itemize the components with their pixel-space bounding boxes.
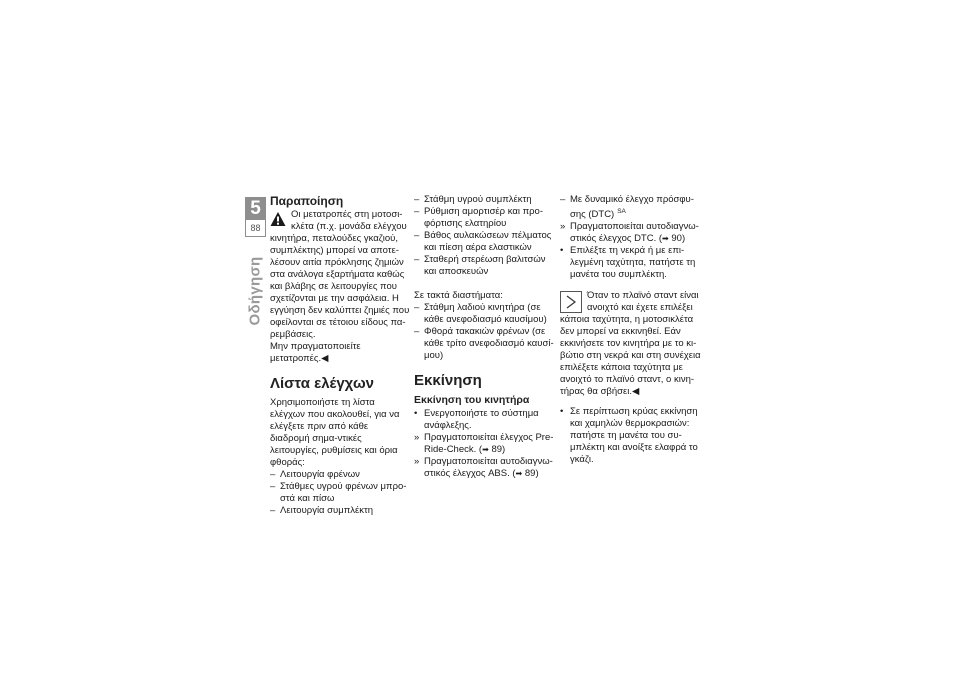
chapter-number: 5 — [250, 198, 261, 219]
list-item: – Φθορά τακακιών φρένων (σε κάθε τρίτο ανεφοδιασμό καυσί-μου) — [414, 326, 554, 362]
start-steps-list-continued — [560, 194, 705, 281]
regular-intervals-intro: Σε τακτά διαστήματα: — [414, 290, 503, 301]
step-item: • Επιλέξτε τη νεκρά ή με επι-λεγμένη ταχύτητα, πατήστε τη μανέτα του συμπλέκτη. — [560, 245, 705, 281]
checklist-heading: Λίστα ελέγχων — [270, 375, 375, 392]
step-item: • Σε περίπτωση κρύας εκκίνηση και χαμηλών θερμοκρασιών: πατήστε τη μανέτα του συ-μπλέκτη και ανοίξτε ελαφρά το γκάζι. — [560, 406, 705, 466]
dtc-text: Με δυναμικό έλεγχο πρόσφυ-σης (DTC) — [570, 194, 694, 221]
list-item: – Στάθμη λαδιού κινητήρα (σε κάθε ανεφοδιασμό καυσίμου) — [414, 302, 554, 326]
page-ref-arrow-icon: ➡ — [482, 445, 489, 454]
result-item: » Πραγματοποιείται αυτοδιαγνω-στικός έλεγχος DTC. (➡ 90) — [560, 221, 705, 245]
cold-start-list — [560, 406, 705, 466]
column-1 — [270, 194, 410, 517]
page-ref-arrow-icon: ➡ — [515, 469, 523, 478]
page-ref: 89 — [524, 468, 536, 479]
page-ref: 89 — [491, 444, 503, 455]
warning-paragraph — [270, 209, 410, 341]
tip-text: Όταν το πλαϊνό σταντ είναι ανοιχτό και έχετε επιλέξει κάποια ταχύτητα, η μοτοσικλέτα δεν μπορεί να εκκινηθεί. Εάν εκκινήσετε τον κινητήρα με το κι-βώτιο στη νεκρά και στη συνέχεια επιλέξετε κάποια ταχύτητα με ανοιχτό το πλαϊνό σταντ, ο κινη-τήρας θα σβήσει.◀ — [560, 290, 701, 398]
page-ref-arrow-icon: ➡ — [662, 234, 669, 244]
chapter-tab — [245, 197, 266, 237]
result-text: Πραγματοποιείται έλεγχος Pre-Ride-Check. — [424, 432, 554, 455]
tip-paragraph — [560, 290, 705, 398]
column-3 — [560, 194, 705, 466]
list-item: – Βάθος αυλακώσεων πέλματος και πίεση αέρα ελαστικών — [414, 230, 554, 254]
warning-triangle-icon — [270, 211, 286, 227]
result-item: » Πραγματοποιείται αυτοδιαγνω-στικός έλεγχος ABS. (➡ 89) — [414, 456, 554, 480]
special-accessory-mark: SA — [617, 208, 626, 215]
column-2 — [414, 194, 554, 480]
result-text: Πραγματοποιείται αυτοδιαγνω-στικός έλεγχος ABS. — [424, 456, 553, 479]
start-steps-list — [414, 408, 554, 480]
list-item: – Στάθμες υγρού φρένων μπρο-στά και πίσω — [270, 481, 410, 505]
step-item: • Ενεργοποιήστε το σύστημα ανάφλεξης. — [414, 408, 554, 432]
tip-arrow-icon — [560, 291, 582, 313]
warning-instruction: Μην πραγματοποιείτε μετατροπές.◀ — [270, 341, 361, 364]
engine-start-heading: Εκκίνηση του κινητήρα — [414, 394, 530, 406]
option-item — [560, 194, 705, 221]
checklist-list — [270, 469, 410, 517]
page-number: 88 — [245, 220, 266, 237]
checklist-list-continued — [414, 194, 554, 278]
page-ref: 90 — [671, 233, 682, 245]
chapter-title-text: Οδήγηση — [246, 256, 264, 326]
tampering-heading: Παραποίηση — [270, 194, 344, 208]
regular-checks-list — [414, 302, 554, 362]
warning-text: Οι μετατροπές στη μοτοσι-κλέτα (π.χ. μονάδα ελέγχου κινητήρα, πεταλούδες γκαζιού, συμπλέκτης) μπορεί να αποτε-λέσουν αιτία πρόκλησης ζημιών στα ανάλογα εξαρτήματα καθώς και βλάβης σε λειτουργίες που σχετίζονται με την ασφάλεια. Η εγγύηση δεν καλύπτει ζημιές που οφείλονται σε τέτοιου είδους πα-ρεμβάσεις. — [270, 209, 410, 340]
list-item: – Λειτουργία συμπλέκτη — [270, 505, 410, 517]
result-item: » Πραγματοποιείται έλεγχος Pre-Ride-Check. (➡ 89) — [414, 432, 554, 456]
result-text: Πραγματοποιείται αυτοδιαγνω-στικός έλεγχος DTC. — [570, 221, 699, 245]
list-item: – Στάθμη υγρού συμπλέκτη — [414, 194, 554, 206]
list-item: – Σταθερή στερέωση βαλιτσών και αποσκευών — [414, 254, 554, 278]
starting-heading: Εκκίνηση — [414, 372, 482, 389]
list-item: – Ρύθμιση αμορτισέρ και προ-φόρτισης ελατηρίου — [414, 206, 554, 230]
list-item: – Λειτουργία φρένων — [270, 469, 410, 481]
checklist-intro: Χρησιμοποιήστε τη λίστα ελέγχων που ακολουθεί, για να ελέγξετε πριν από κάθε διαδρομή σημα-ντικές λειτουργίες, ρυθμίσεις και όρια φθοράς: — [270, 397, 400, 468]
